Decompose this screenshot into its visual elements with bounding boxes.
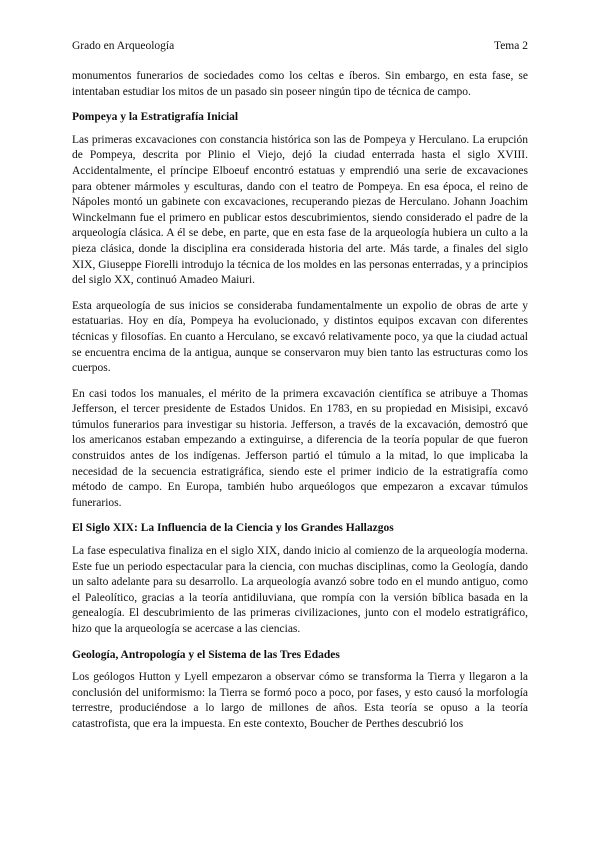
heading-pompeya: Pompeya y la Estratigrafía Inicial — [72, 111, 239, 124]
paragraph-continuation: monumentos funerarios de sociedades como los celtas e íberos. Sin embargo, en esta fase, se intentaban estudiar los mitos de un pasado sin poseer ningún tipo de técnica de campo. — [72, 70, 528, 98]
paragraph-jefferson: En casi todos los manuales, el mérito de la primera excavación científica se atribuye a Thomas Jefferson, el tercer presidente de Estados Unidos. En 1783, en su propiedad en Misisipi, excavó túmulos funerarios para investigar su historia. Jefferson, a través de la excavación, demostró que los americanos estaban empezando a extinguirse, a diferencia de la teoría popular de que fueron construidos antes de los indígenas. Jefferson partió el túmulo a la mitad, lo que implicaba la necesidad de la secuencia estratigráfica, siendo este el primer indicio de la estratigrafía como método de campo. En Europa, también hubo arqueólogos que empezaron a excavar túmulos funerarios. — [72, 387, 528, 509]
document-body — [72, 69, 528, 743]
heading-geologia: Geología, Antropología y el Sistema de las Tres Edades — [72, 648, 340, 661]
paragraph-pompeya-expolio: Esta arqueología de sus inicios se consideraba fundamentalmente un expolio de obras de arte y estatuarias. Hoy en día, Pompeya ha evolucionado, y distintos equipos excavan con diferentes técnicas y filosofías. En cuanto a Herculano, se excavó relativamente poco, ya que la ciudad actual se encuentra encima de la antigua, aunque se conservaron muy bien tanto las estructuras como los cuerpos. — [72, 299, 528, 375]
heading-siglo-xix: El Siglo XIX: La Influencia de la Ciencia y los Grandes Hallazgos — [72, 522, 394, 535]
page-header — [72, 38, 528, 54]
header-course-title: Grado en Arqueología — [72, 40, 175, 52]
paragraph-pompeya-excavaciones: Las primeras excavaciones con constancia histórica son las de Pompeya y Herculano. La erupción de Pompeya, descrita por Plinio el Viejo, dejó la ciudad enterrada hasta el siglo XVIII. Accidentalmente, el príncipe Elboeuf encontró estatuas y emprendió una serie de excavaciones para obtener mármoles y esculturas, dando con el teatro de Pompeya. En esa época, el reino de Nápoles montó un gabinete con excavaciones, recuperando piezas de Herculano. Johann Joachim Winckelmann fue el primero en publicar estos descubrimientos, siendo considerado el padre de la arqueología clásica. A él se debe, en parte, que en esta fase de la arqueología hubiera un culto a la pieza clásica, donde la disciplina era considerada historia del arte. Más tarde, a finales del siglo XIX, Giuseppe Fiorelli introdujo la técnica de los moldes en las personas enterradas, y a principios del siglo XX, continuó Amadeo Maiuri. — [72, 133, 528, 287]
header-topic-number: Tema 2 — [493, 40, 528, 52]
paragraph-geologia: Los geólogos Hutton y Lyell empezaron a observar cómo se transforma la Tierra y llegaron a la conclusión del uniformismo: la Tierra se formó poco a poco, por fases, y esto causó la morfología terrestre, produciéndose a lo largo de millones de años. Esta teoría se opuso a la teoría catastrofista, que era la impuesta. En este contexto, Boucher de Perthes descubrió los — [72, 671, 528, 730]
paragraph-siglo-xix: La fase especulativa finaliza en el siglo XIX, dando inicio al comienzo de la arqueología moderna. Este fue un periodo espectacular para la ciencia, con muchas disciplinas, como la Geología, dando un salto adelante para su desarrollo. La arqueología avanzó sobre todo en el mundo antiguo, como el Paleolítico, gracias a la teoría antidiluviana, que rompía con la versión bíblica basada en la genealogía. El descubrimiento de las primeras civilizaciones, junto con el modelo estratigráfico, hizo que la arqueología se acercase a las ciencias. — [72, 545, 528, 635]
